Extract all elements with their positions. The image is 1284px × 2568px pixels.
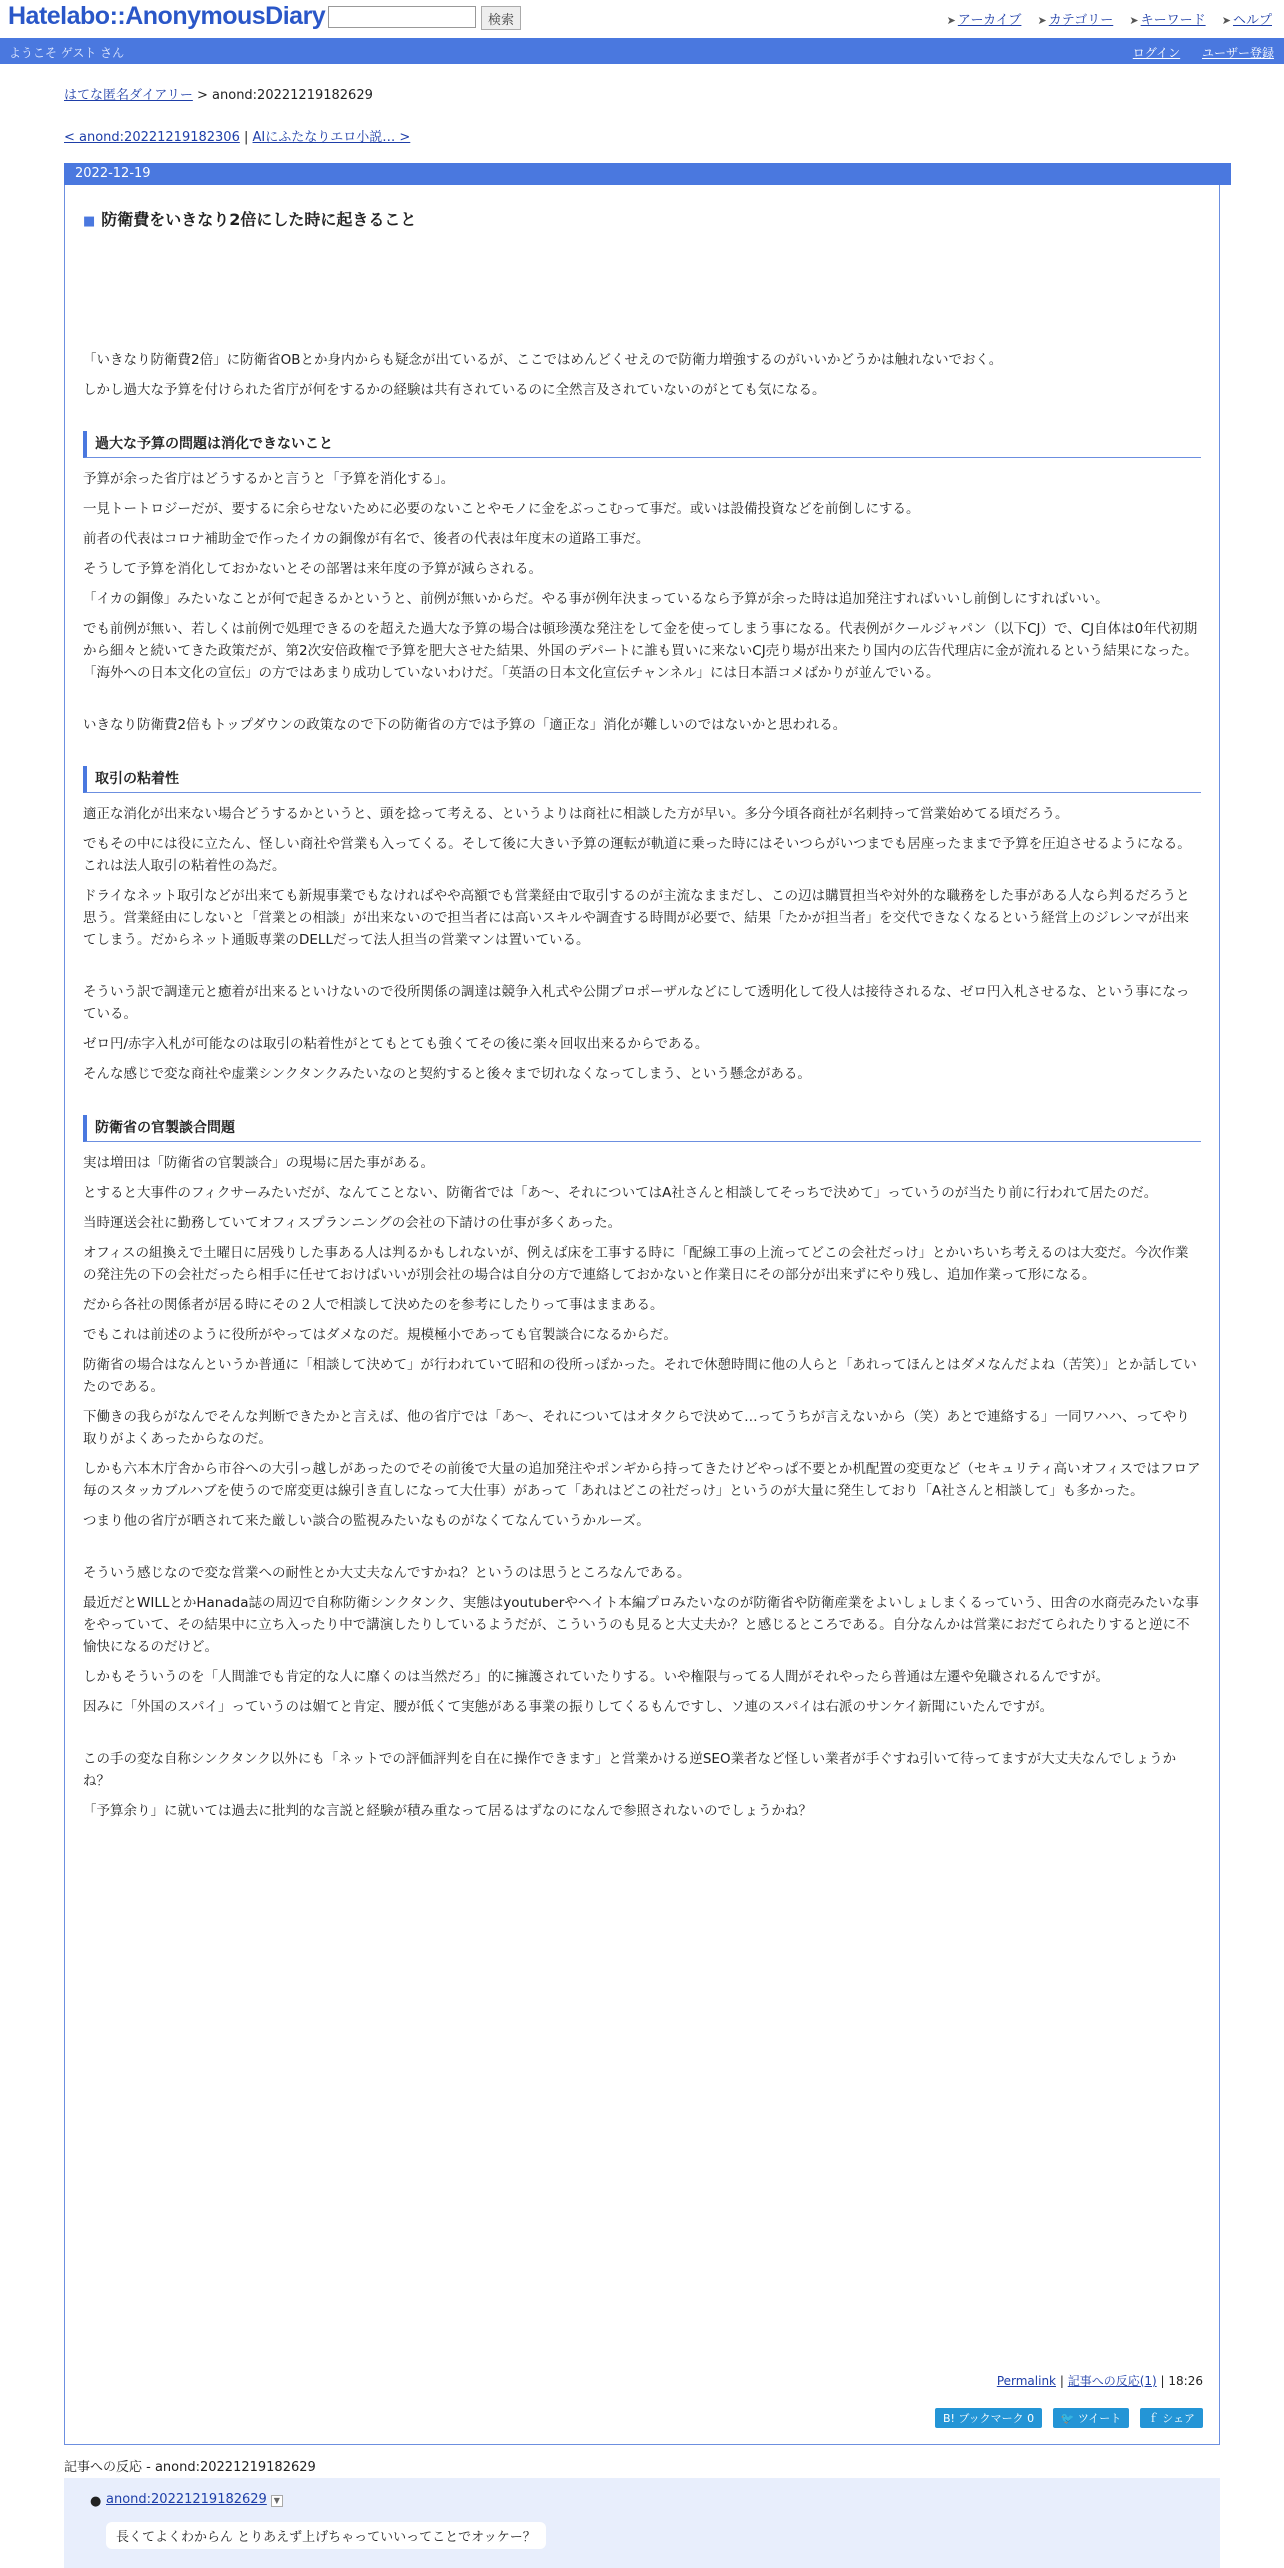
nav-category[interactable]: ➤ カテゴリー <box>1037 13 1114 28</box>
paragraph: そういう訳で調達元と癒着が出来るといけないので役所関係の調達は競争入札式や公開プロポーザルなどにして透明化して役人は接待されるな、ゼロ円入札させるな、という事になっている。 <box>83 984 1190 1022</box>
section-heading: 防衛省の官製談合問題 <box>83 1115 1201 1142</box>
tweet-button[interactable]: 🐦 ツイート <box>1053 2408 1130 2428</box>
next-entry-link[interactable]: AIにふたなりエロ小説… > <box>252 130 411 145</box>
facebook-share-button[interactable]: ｆ シェア <box>1140 2408 1203 2428</box>
arrow-icon: ➤ <box>946 14 956 27</box>
bookmark-button[interactable]: B! ブックマーク 0 <box>935 2408 1042 2428</box>
paragraph: この手の変な自称シンクタンク以外にも「ネットでの評価評判を自在に操作できます」と営業かける逆SEO業者など怪しい業者が手ぐすね引いて待ってますが大丈夫なんでしょうかね？ <box>83 1751 1177 1789</box>
register-link[interactable]: ユーザー登録 <box>1201 46 1274 60</box>
paragraph: 「予算余り」に就いては過去に批判的な言説と経験が積み重なって居るはずなのになんで参照されないのでしょうかね？ <box>83 1803 812 1819</box>
facebook-icon: ｆ <box>1147 2412 1163 2425</box>
paragraph: そういう感じなので変な営業への耐性とか大丈夫なんですかね？というのは思うところなんである。 <box>83 1565 691 1581</box>
square-icon[interactable]: ■ <box>83 214 96 229</box>
paragraph: しかも六本木庁舎から市谷への大引っ越しがあったのでその前後で大量の追加発注やポンギから持ってきたけどやっぱ不要とか机配置の変更など（セキュリティ高いオフィスではフロア毎のスタッカブルハブを使うので席変更は線引き直しになって大仕事）があって「あれはどこの社だっけ」というのが大量に発生しており「A社さんと相談して」も多かった。 <box>83 1461 1201 1499</box>
section-heading: 過大な予算の問題は消化できないこと <box>83 431 1201 458</box>
entry-body <box>83 349 1201 1830</box>
arrow-icon: ➤ <box>1129 14 1139 27</box>
breadcrumb-home[interactable]: はてな匿名ダイアリー <box>64 88 193 103</box>
nav-help[interactable]: ➤ ヘルプ <box>1221 13 1272 28</box>
paragraph: でもこれは前述のように役所がやってはダメなのだ。規模極小であっても官製談合になるからだ。 <box>83 1327 677 1343</box>
search-button[interactable]: 検索 <box>481 6 521 30</box>
paragraph: 前者の代表はコロナ補助金で作ったイカの銅像が有名で、後者の代表は年度末の道路工事だ。 <box>83 531 650 547</box>
paragraph: いきなり防衛費2倍もトップダウンの政策なので下の防衛省の方では予算の「適正な」消化が難しいのではないかと思われる。 <box>83 717 847 733</box>
entry-date: 2022-12-19 <box>64 163 1231 185</box>
paragraph: 実は増田は「防衛省の官製談合」の現場に居た事がある。 <box>83 1155 434 1171</box>
chevron-down-icon[interactable]: ▼ <box>271 2495 283 2507</box>
paragraph: 当時運送会社に勤務していてオフィスプランニングの会社の下請けの仕事が多くあった。 <box>83 1215 622 1231</box>
welcome-bar <box>0 38 1284 64</box>
arrow-icon: ➤ <box>1221 14 1231 27</box>
entry-pager: < anond:20221219182306 | AIにふたなりエロ小説… > <box>64 130 411 145</box>
reactions-title: 記事への反応 - anond:20221219182629 <box>64 2460 316 2475</box>
paragraph: 適正な消化が出来ない場合どうするかというと、頭を捻って考える、というよりは商社に相談した方が早い。多分今頃各商社が名刺持って営業始めてる頃だろう。 <box>83 806 1069 822</box>
paragraph: 一見トートロジーだが、要するに余らせないために必要のないことやモノに金をぶっこむって事だ。或いは設備投資などを前倒しにする。 <box>83 501 920 517</box>
paragraph: そんな感じで変な商社や虚業シンクタンクみたいなのと契約すると後々まで切れなくなってしまう、という懸念がある。 <box>83 1066 811 1082</box>
search-input[interactable] <box>328 6 476 28</box>
welcome-text: ようこそ ゲスト さん <box>9 46 125 60</box>
entry-title: ■ 防衛費をいきなり2倍にした時に起きること <box>83 210 417 229</box>
paragraph: でもその中には役に立たん、怪しい商社や営業も入ってくる。そして後に大きい予算の運転が軌道に乗った時にはそいつらがいつまでも居座ったままで予算を圧迫させるようになる。これは法人取引の粘着性の為だ。 <box>83 836 1191 874</box>
reaction-link[interactable]: anond:20221219182629 <box>106 2492 267 2507</box>
reactions-list <box>64 2478 1220 2568</box>
paragraph: 下働きの我らがなんでそんな判断できたかと言えば、他の省庁では「あ～、それについてはオタクらで決めて…ってうちが言えないから（笑）あとで連絡する」一同ワハハ、ってやり取りがよくあったからなのだ。 <box>83 1409 1190 1447</box>
paragraph: オフィスの組換えで土曜日に居残りした事ある人は判るかもしれないが、例えば床を工事する時に「配線工事の上流ってどこの会社だっけ」とかいちいち考えるのは大変だ。今次作業の発注先の下の会社だったら相手に任せておけばいいが別会社の場合は自分の方で連絡しておかないと作業日にその部分が出来ずにやり残し、追加作業って形になる。 <box>83 1245 1189 1283</box>
paragraph: そうして予算を消化しておかないとその部署は来年度の予算が減らされる。 <box>83 561 542 577</box>
paragraph: しかし過大な予算を付けられた省庁が何をするかの経験は共有されているのに全然言及されていないのがとても気になる。 <box>83 382 826 398</box>
arrow-icon: ➤ <box>1037 14 1047 27</box>
entry-box <box>64 185 1220 2445</box>
nav-archive[interactable]: ➤ アーカイブ <box>946 13 1022 28</box>
permalink[interactable]: Permalink <box>996 2374 1056 2388</box>
section-heading: 取引の粘着性 <box>83 766 1201 793</box>
entry-time: 18:26 <box>1168 2374 1203 2388</box>
site-logo[interactable]: Hatelabo::AnonymousDiary <box>8 2 326 30</box>
paragraph: だから各社の関係者が居る時にその２人で相談して決めたのを参考にしたりって事はままある。 <box>83 1297 664 1313</box>
paragraph: つまり他の省庁が晒されて来た厳しい談合の監視みたいなものがなくてなんていうかルーズ。 <box>83 1513 650 1529</box>
paragraph: 防衛省の場合はなんというか普通に「相談して決めて」が行われていて昭和の役所っぽかった。それで休憩時間に他の人らと「あれってほんとはダメなんだよね（苦笑）」とか話していたのである。 <box>83 1357 1197 1395</box>
reaction-comment: 長くてよくわからん とりあえず上げちゃっていいってことでオッケー？ <box>106 2522 546 2549</box>
paragraph: 「いきなり防衛費2倍」に防衛省OBとか身内からも疑念が出ているが、ここではめんどくせえので防衛力増強するのがいいかどうかは触れないでおく。 <box>83 352 1003 368</box>
breadcrumb-current: anond:20221219182629 <box>212 88 373 103</box>
paragraph: とすると大事件のフィクサーみたいだが、なんてことない、防衛省では「あ～、それについてはA社さんと相談してそっちで決めて」っていうのが当たり前に行われて居たのだ。 <box>83 1185 1158 1201</box>
bird-icon: 🐦 <box>1060 2412 1078 2425</box>
list-item <box>90 2492 283 2509</box>
top-nav <box>935 9 1272 28</box>
paragraph: 予算が余った省庁はどうするかと言うと「予算を消化する」。 <box>83 471 455 487</box>
login-link[interactable]: ログイン <box>1132 46 1181 60</box>
paragraph: 因みに「外国のスパイ」っていうのは媚てと肯定、腰が低くて実態がある事業の振りしてくるもんですし、ソ連のスパイは右派のサンケイ新聞にいたんですが。 <box>83 1699 1054 1715</box>
prev-entry-link[interactable]: < anond:20221219182306 <box>64 130 240 145</box>
paragraph: ドライなネット取引などが出来ても新規事業でもなければやや高額でも営業経由で取引するのが主流なままだし、この辺は購買担当や対外的な職務をした事がある人なら判るだろうと思う。営業経由にしないと「営業との相談」が出来ないので担当者には高いスキルや調査する時間が必要で、結果「たかが担当者」を交代できなくなるという経営上のジレンマが出来てしまう。だからネット通販専業のDELLだって法人担当の営業マンは置いている。 <box>83 888 1190 948</box>
paragraph: でも前例が無い、若しくは前例で処理できるのを超えた過大な予算の場合は頓珍漢な発注をして金を使ってしまう事になる。代表例がクールジャパン（以下CJ）で、CJ自体は0年代初期から細々と続いてきた政策だが、第2次安倍政権で予算を肥大させた結果、外国のデパートに誰も買いに来ないCJ売り場が出来たり国内の広告代理店に金が流れるという結果になった。「海外への日本文化の宣伝」の方ではあまり成功していないわけだ。「英語の日本文化宣伝チャンネル」には日本語コメばかりが並んでいる。 <box>83 621 1198 681</box>
bullet-icon: ● <box>90 2494 102 2509</box>
top-bar <box>0 0 1284 38</box>
paragraph: 最近だとWILLとかHanada誌の周辺で自称防衛シンクタンク、実態はyoutuberやヘイト本編プロみたいなのが防衛省や防衛産業をよいしょしまくるっていう、田舎の水商売みたいな事をやっていて、その結果中に立ち入ったり中で講演したりしているようだが、こういうのも見ると大丈夫か？と感じるところである。自分なんかは営業におだてられたりすると逆に不愉快になるのだけど。 <box>83 1595 1199 1655</box>
paragraph: 「イカの銅像」みたいなことが何で起きるかというと、前例が無いからだ。やる事が例年決まっているなら予算が余った時は追加発注すればいいし前倒しにすればいい。 <box>83 591 1109 607</box>
share-buttons <box>929 2408 1203 2428</box>
reactions-link[interactable]: 記事への反応(1) <box>1067 2374 1157 2388</box>
breadcrumb: はてな匿名ダイアリー > anond:20221219182629 <box>64 88 373 103</box>
nav-keyword[interactable]: ➤ キーワード <box>1129 13 1206 28</box>
paragraph: しかもそういうのを「人間誰でも肯定的な人に靡くのは当然だろ」的に擁護されていたりする。いや権限与ってる人間がそれやったら普通は左遷や免職されるんですが。 <box>83 1669 1109 1685</box>
paragraph: ゼロ円/赤字入札が可能なのは取引の粘着性がとてもとても強くてその後に楽々回収出来るからである。 <box>83 1036 709 1052</box>
entry-footer: Permalink | 記事への反応(1) | 18:26 <box>996 2374 1203 2388</box>
